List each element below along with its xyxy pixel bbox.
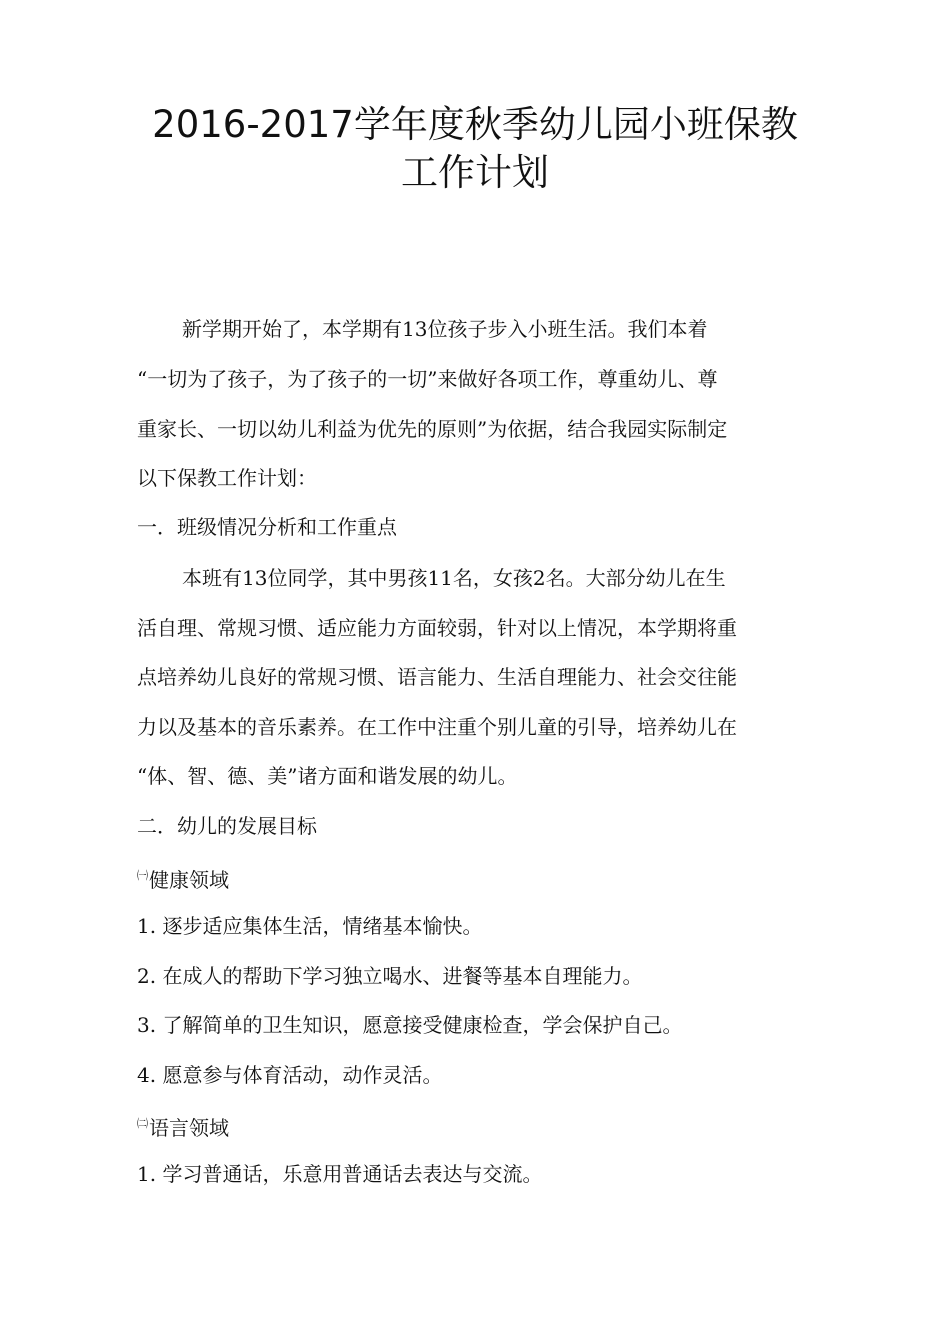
language-domain-label xyxy=(137,1109,827,1143)
section-1-heading: 一．班级情况分析和工作重点 xyxy=(137,515,397,539)
health-item-1: 1. 逐步适应集体生活，情绪基本愉快。 xyxy=(137,914,483,938)
language-item-1: 1. 学习普通话，乐意用普通话去表达与交流。 xyxy=(137,1162,543,1186)
document-title-line-1: 2016-2017学年度秋季幼儿园小班保教 xyxy=(152,103,798,146)
health-domain-label xyxy=(137,861,827,895)
section-2-heading: 二．幼儿的发展目标 xyxy=(137,814,317,838)
intro-line-2: “一切为了孩子，为了孩子的一切”来做好各项工作，尊重幼儿、尊 xyxy=(137,367,718,391)
intro-line-1: 新学期开始了，本学期有13位孩子步入小班生活。我们本着 xyxy=(182,317,708,341)
section-1-line-4: 力以及基本的音乐素养。在工作中注重个别儿童的引导，培养幼儿在 xyxy=(137,715,737,739)
health-item-3: 3. 了解简单的卫生知识，愿意接受健康检查，学会保护自己。 xyxy=(137,1013,683,1037)
health-domain-text: 健康领域 xyxy=(149,868,229,892)
health-domain-marker: ㈠ xyxy=(137,869,148,882)
section-1-line-1: 本班有13位同学，其中男孩11名，女孩2名。大部分幼儿在生 xyxy=(182,566,726,590)
intro-line-4: 以下保教工作计划： xyxy=(137,466,317,490)
health-item-4: 4. 愿意参与体育活动，动作灵活。 xyxy=(137,1063,443,1087)
section-1-line-5: “体、智、德、美”诸方面和谐发展的幼儿。 xyxy=(137,764,518,788)
language-domain-marker: ㈡ xyxy=(137,1117,148,1130)
intro-line-3: 重家长、一切以幼儿利益为优先的原则”为依据，结合我园实际制定 xyxy=(137,417,728,441)
document-title-line-2: 工作计划 xyxy=(401,151,549,194)
health-item-2: 2. 在成人的帮助下学习独立喝水、进餐等基本自理能力。 xyxy=(137,964,643,988)
language-domain-text: 语言领域 xyxy=(149,1116,229,1140)
section-1-line-3: 点培养幼儿良好的常规习惯、语言能力、生活自理能力、社会交往能 xyxy=(137,665,737,689)
section-1-line-2: 活自理、常规习惯、适应能力方面较弱，针对以上情况，本学期将重 xyxy=(137,616,737,640)
